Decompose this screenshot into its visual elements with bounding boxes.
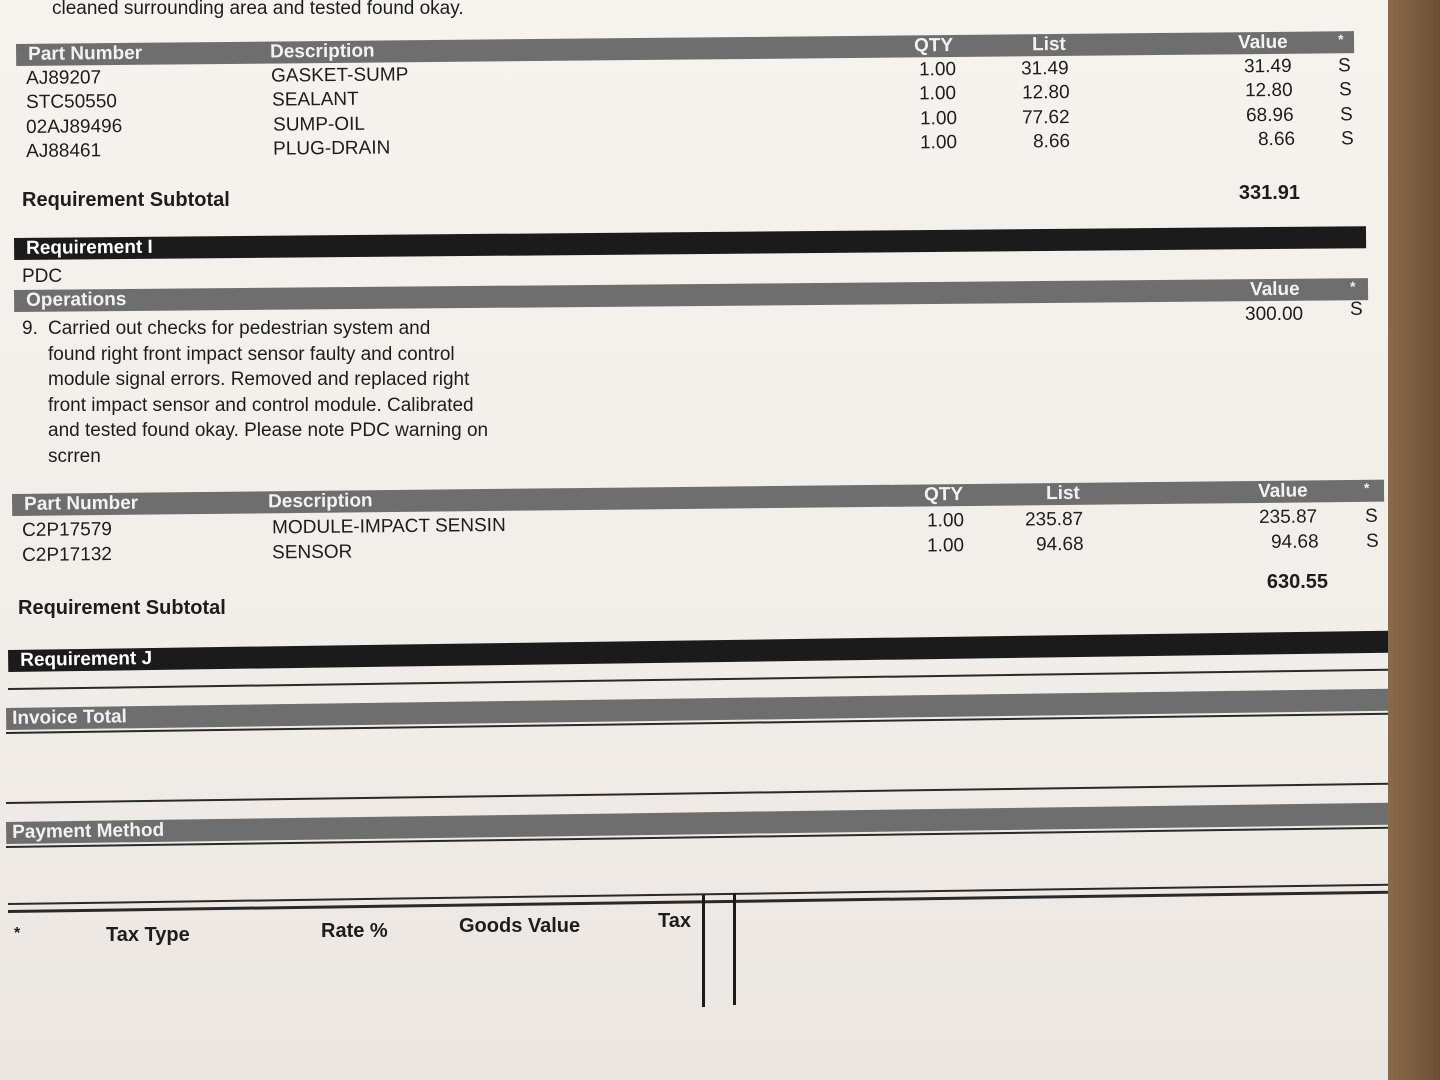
part-list: 31.49 <box>1020 57 1069 80</box>
header-part-number: Part Number <box>27 42 143 65</box>
part-list: 235.87 <box>1024 508 1084 531</box>
part-value: 12.80 <box>1244 79 1293 102</box>
part-flag: S <box>1338 79 1352 101</box>
part-qty: 1.00 <box>918 59 957 81</box>
divider <box>6 782 1412 804</box>
operation-flag: S <box>1350 299 1363 320</box>
divider <box>8 669 1402 690</box>
part-number: AJ89207 <box>26 67 102 89</box>
header-part-number: Part Number <box>23 492 139 515</box>
header-description: Description <box>267 490 373 513</box>
operation-number: 9. <box>22 318 38 339</box>
part-qty: 1.00 <box>919 108 958 130</box>
part-flag: S <box>1337 55 1351 77</box>
part-description: MODULE-IMPACT SENSIN <box>271 514 506 539</box>
part-description: SUMP-OIL <box>272 113 366 136</box>
part-flag: S <box>1364 505 1378 527</box>
tax-star: * <box>14 925 21 942</box>
header-star: * <box>1337 31 1344 48</box>
requirement-i-title: Requirement I <box>25 236 153 259</box>
tax-type-header: Tax Type <box>106 924 190 946</box>
tax-divider-right <box>733 893 736 1005</box>
part-list: 12.80 <box>1021 81 1070 104</box>
subtotal-label: Requirement Subtotal <box>18 597 226 619</box>
goods-value-header: Goods Value <box>459 915 581 937</box>
operations-header <box>14 278 1368 312</box>
part-number: STC50550 <box>26 91 118 113</box>
requirement-i-header <box>14 226 1366 260</box>
part-value: 68.96 <box>1245 104 1294 127</box>
operation-text: Carried out checks for pedestrian system and found right front impact sensor faulty and control module signal errors. Removed and replaced right front impact sensor and control module. Calibrated and tested found okay. Please note PDC warning on scrren <box>48 318 489 467</box>
operations-star: * <box>1349 278 1356 295</box>
part-number: 02AJ89496 <box>26 116 123 138</box>
part-number: AJ88461 <box>26 140 102 162</box>
subtotal-value: 630.55 <box>1266 571 1328 593</box>
part-list: 8.66 <box>1032 130 1071 153</box>
part-description: PLUG-DRAIN <box>272 137 391 160</box>
invoice-total-label: Invoice Total <box>11 706 128 729</box>
header-list: List <box>1031 33 1066 56</box>
subtotal-value: 331.91 <box>1238 182 1300 204</box>
header-value: Value <box>1237 31 1288 54</box>
tax-divider-left <box>702 895 705 1007</box>
part-flag: S <box>1340 128 1354 150</box>
rate-header: Rate % <box>321 920 388 942</box>
part-value: 94.68 <box>1270 531 1319 553</box>
part-number: C2P17579 <box>22 519 113 541</box>
part-qty: 1.00 <box>926 510 965 532</box>
header-description: Description <box>269 40 375 63</box>
requirement-j-title: Requirement J <box>19 647 153 671</box>
part-description: SENSOR <box>271 541 353 564</box>
table-edge <box>1388 0 1440 1080</box>
part-qty: 1.00 <box>926 535 965 557</box>
part-qty: 1.00 <box>918 83 957 105</box>
requirement-code: PDC <box>22 266 63 287</box>
operation-value: 300.00 <box>1245 304 1304 325</box>
part-qty: 1.00 <box>919 132 958 154</box>
part-list: 94.68 <box>1035 533 1084 556</box>
part-flag: S <box>1365 530 1379 552</box>
subtotal-label: Requirement Subtotal <box>22 189 230 211</box>
tax-header: Tax <box>658 910 691 932</box>
operations-label: Operations <box>25 289 127 311</box>
part-value: 31.49 <box>1243 55 1292 78</box>
header-qty: QTY <box>923 484 964 506</box>
part-number: C2P17132 <box>22 544 113 566</box>
operations-value-label: Value <box>1249 278 1300 301</box>
header-qty: QTY <box>913 35 954 57</box>
payment-method-label: Payment Method <box>11 819 165 843</box>
part-flag: S <box>1339 104 1353 126</box>
intro-text: cleaned surrounding area and tested found okay. <box>52 0 464 19</box>
header-value: Value <box>1257 480 1308 502</box>
part-value: 235.87 <box>1258 506 1318 529</box>
requirement-j-header <box>8 631 1398 672</box>
part-value: 8.66 <box>1257 128 1296 151</box>
part-description: GASKET-SUMP <box>270 64 409 87</box>
part-list: 77.62 <box>1021 106 1070 129</box>
header-star: * <box>1363 479 1370 496</box>
header-list: List <box>1045 482 1080 505</box>
part-description: SEALANT <box>271 88 359 111</box>
